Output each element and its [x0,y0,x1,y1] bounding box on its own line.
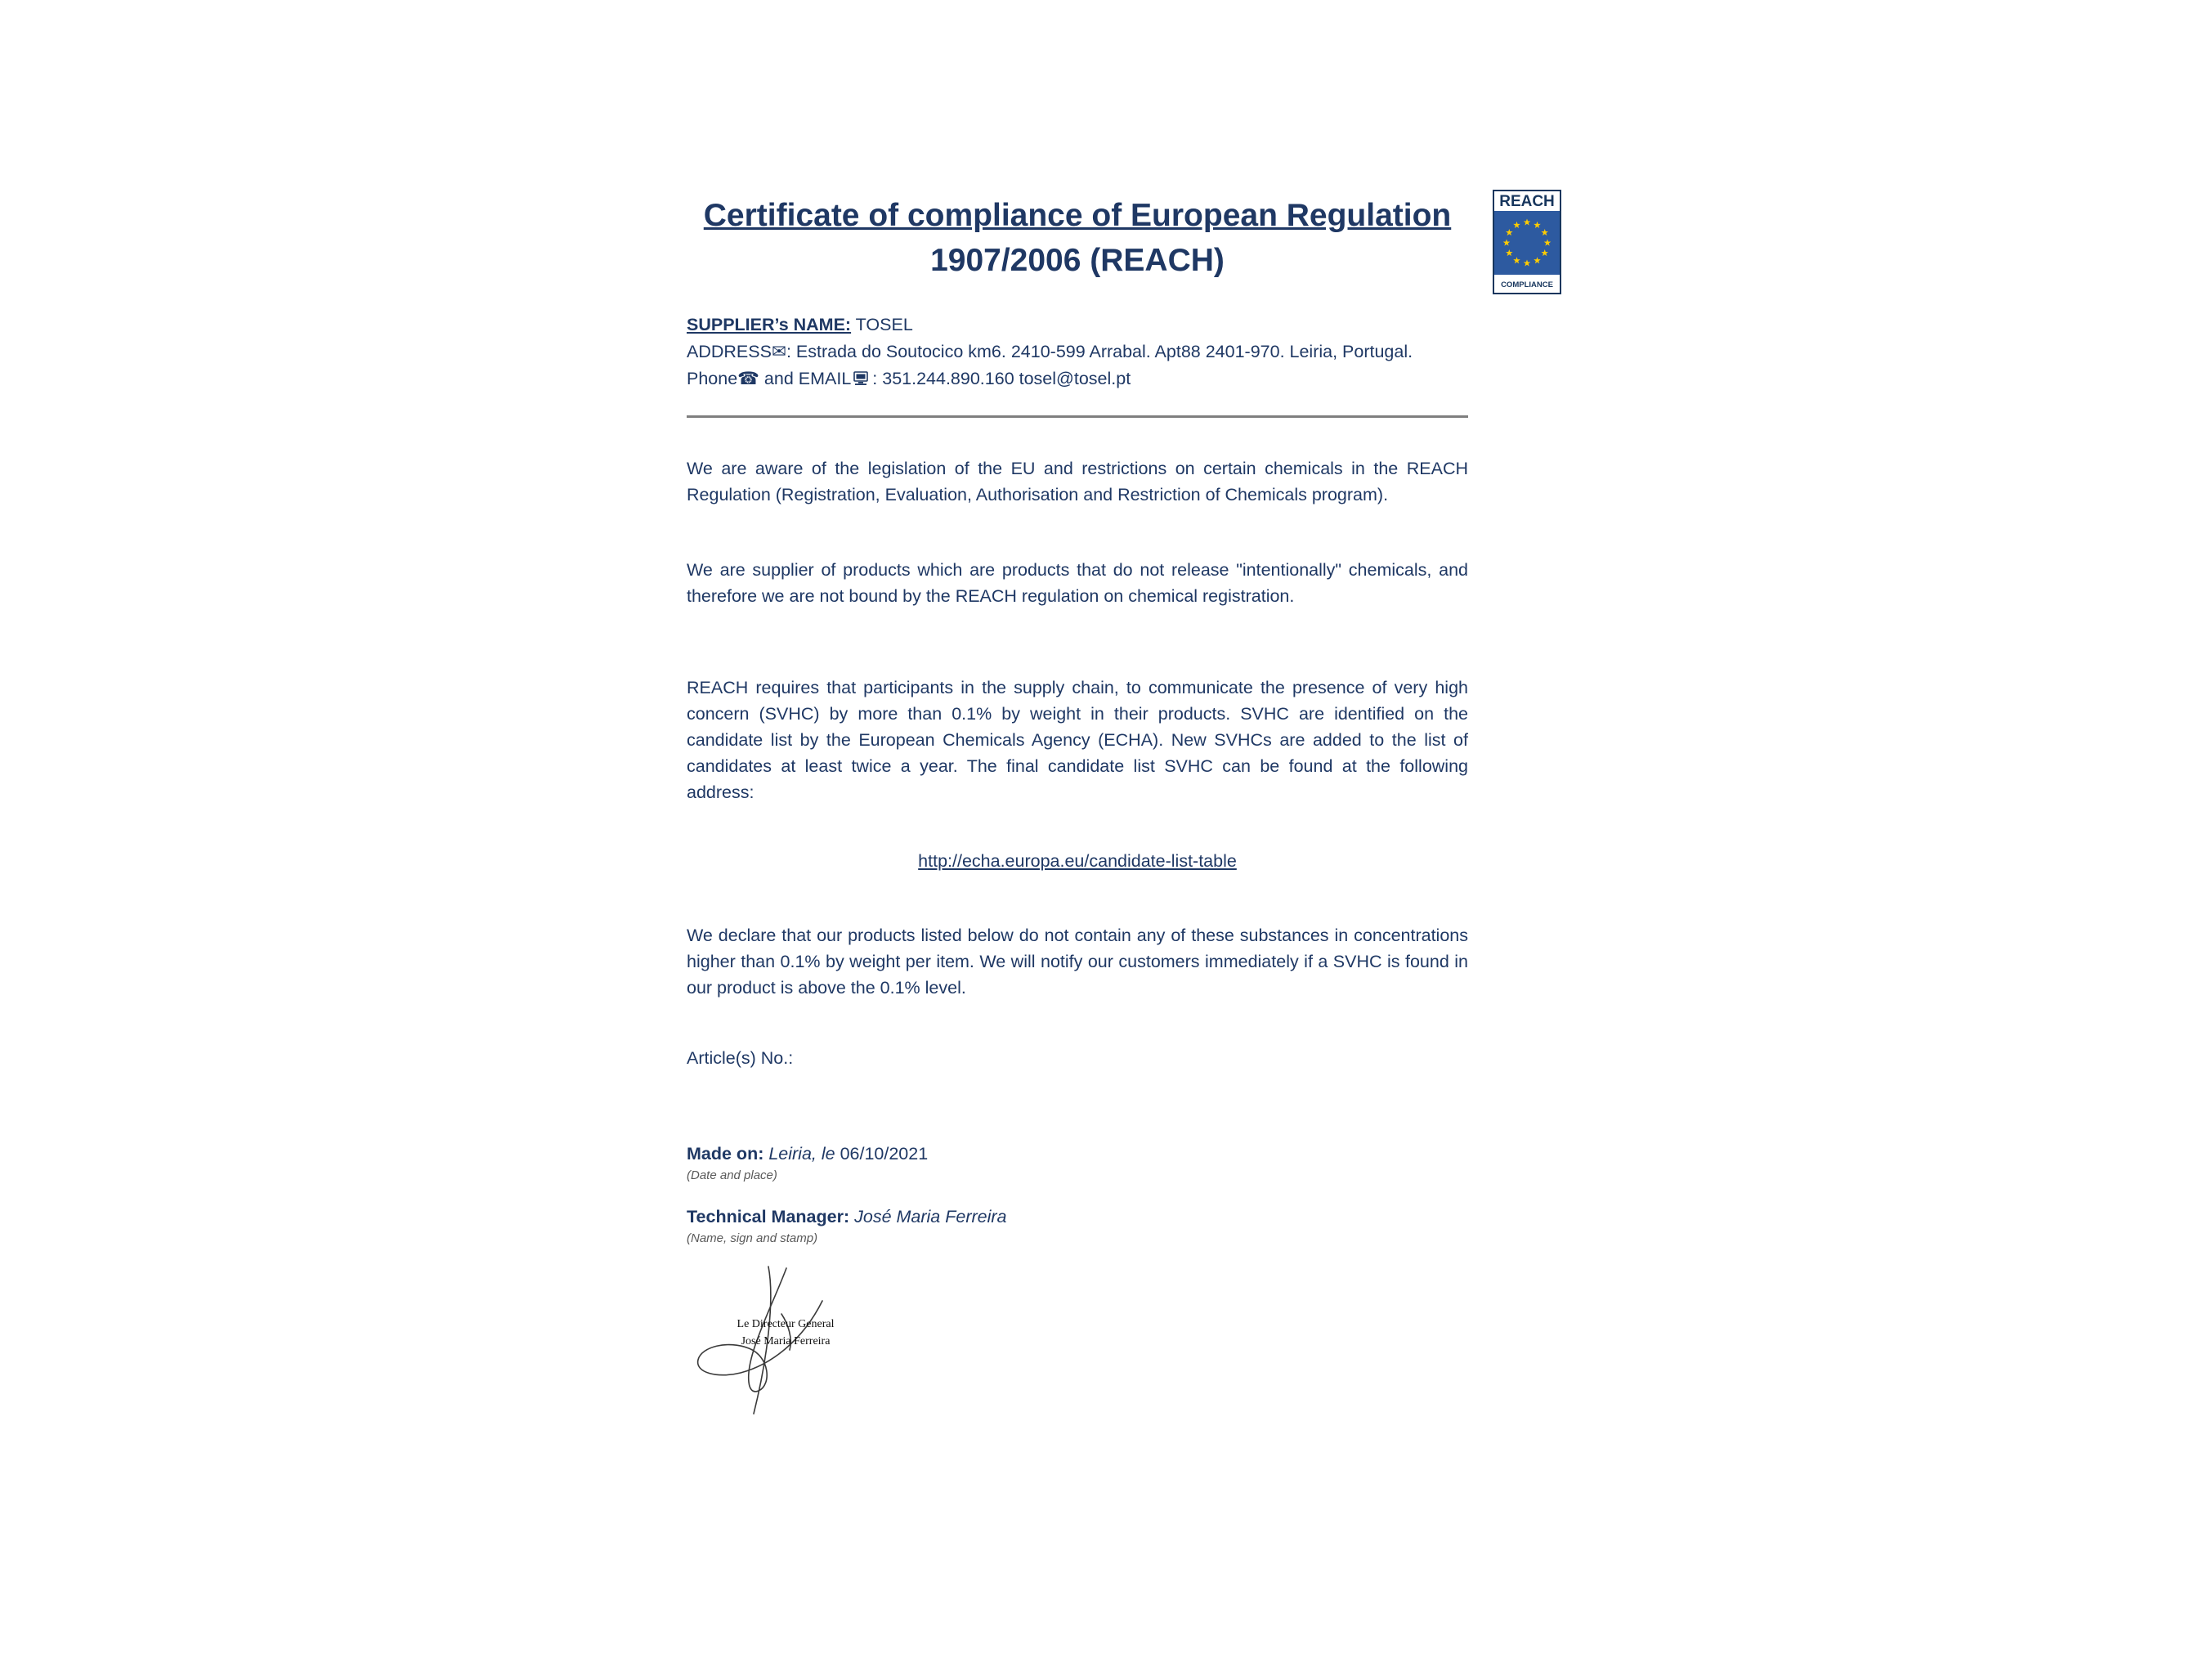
contact-value: : 351.244.890.160 tosel@tosel.pt [872,368,1131,388]
reach-compliance-logo [1493,190,1561,294]
computer-icon [853,371,871,386]
signature-name: José Maria Ferreira [741,1335,831,1348]
envelope-icon: ✉ [771,341,786,362]
paragraph-declaration: We declare that our products listed below do not contain any of these substances in concentrations higher than 0.1% by weight per item. We will notify our customers immediately if a SVHC is found in our product is above the 0.1% level. [687,925,1468,998]
logo-reach-text: REACH [1499,193,1555,210]
paragraph-supplier-statement: We are supplier of products which are products that do not release "intentionally" chemicals, and therefore we are not bound by the REACH regulation on chemical registration. [687,559,1468,606]
signature-block [690,1265,919,1416]
article-number-line: Article(s) No.: [687,1047,794,1068]
supplier-contact-line [687,365,1468,392]
signature-text [724,1316,847,1351]
divider-rule [687,415,1468,418]
candidate-list-link-line [687,851,1468,872]
document-title [687,193,1468,284]
supplier-block [687,312,1468,392]
logo-compliance-text: COMPLIANCE [1501,280,1553,289]
paragraph-legislation: We are aware of the legislation of the EU and restrictions on certain chemicals in the REACH Regulation (Registration, Evaluation, Authorisation and Restriction of Chemicals program). [687,458,1468,504]
phone-icon: ☎ [737,368,759,389]
supplier-address-line [687,339,1468,365]
manager-name: José Maria Ferreira [849,1206,1007,1226]
address-label: ADDRESS [687,341,772,361]
reach-logo-graphic [1493,190,1561,294]
candidate-list-link[interactable]: http://echa.europa.eu/candidate-list-table [918,850,1237,871]
manager-label: Technical Manager: [687,1206,850,1226]
title-line1: Certificate of compliance of European Regulation [703,198,1452,233]
supplier-name-value: TOSEL [851,314,913,334]
document-body [687,193,1468,1416]
made-on-place: Leiria, le [763,1143,840,1164]
technical-manager-line [687,1207,1468,1227]
made-on-date: 06/10/2021 [840,1143,929,1164]
phone-label: Phone [687,368,738,388]
and-email-label: and EMAIL [759,368,852,388]
signature-title: Le Directeur General [737,1317,835,1330]
sign-stamp-note: (Name, sign and stamp) [687,1231,818,1245]
paragraph-svhc-requirement: REACH requires that participants in the supply chain, to communicate the presence of very high concern (SVHC) by more than 0.1% by weight in their products. SVHC are identified on the candidate list by the European Chemicals Agency (ECHA). New SVHCs are added to the list of candidates at least twice a year. The final candidate list SVHC can be found at the following address: [687,677,1468,802]
made-on-label: Made on: [687,1143,764,1164]
address-value: : Estrada do Soutocico km6. 2410-599 Arrabal. Apt88 2401-970. Leiria, Portugal. [786,341,1413,361]
title-line2: 1907/2006 (REACH) [930,243,1225,279]
date-place-note: (Date and place) [687,1168,777,1182]
supplier-name-line [687,312,1468,339]
supplier-name-label: SUPPLIER’s NAME: [687,314,852,334]
made-on-line [687,1144,1468,1164]
